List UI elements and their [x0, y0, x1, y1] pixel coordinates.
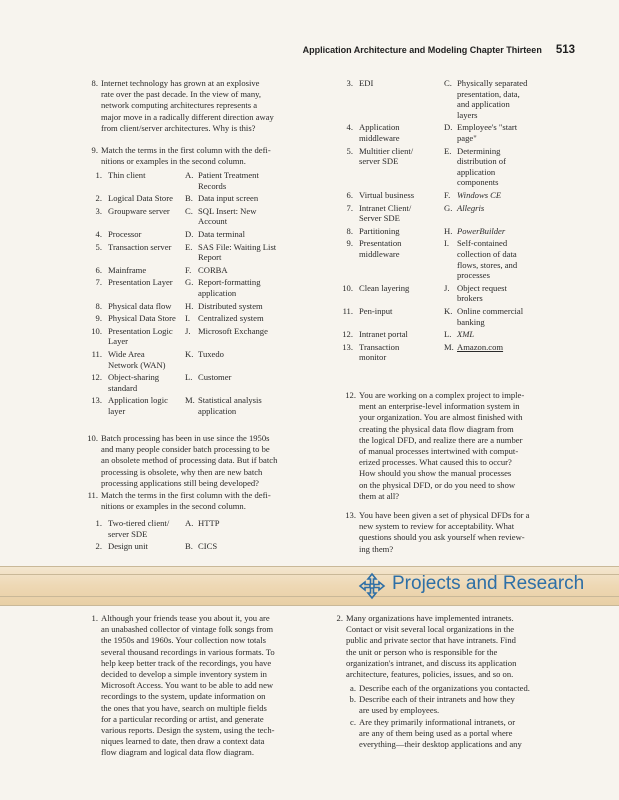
- definition-line: Physically separated: [457, 78, 528, 88]
- match-row: [86, 277, 326, 300]
- question-12: [345, 390, 581, 502]
- definition: [198, 206, 256, 227]
- definition-letter: L.: [185, 372, 193, 383]
- match-row: [337, 283, 577, 306]
- definition-line: CICS: [198, 541, 218, 552]
- term-line: Presentation: [359, 238, 402, 249]
- term-line: Two-tiered client/: [108, 518, 170, 528]
- match-row: [337, 190, 577, 203]
- definition-letter: F.: [444, 189, 451, 200]
- term-line: Network (WAN): [108, 359, 166, 370]
- definition-line: application: [198, 405, 237, 416]
- term-line: Logical Data Store: [108, 193, 173, 204]
- text-line: an obsolete method of processing data. But if batch: [101, 455, 278, 466]
- term-number: 2.: [95, 193, 102, 204]
- term-line: Thin client: [108, 170, 146, 180]
- definition-letter: K.: [444, 305, 453, 316]
- definition: [198, 301, 263, 312]
- definition: [198, 229, 245, 240]
- definition: [457, 122, 517, 143]
- definition-line: CORBA: [198, 264, 228, 275]
- term-number: 4.: [346, 122, 353, 133]
- text-line: questions should you ask yourself when review-: [359, 532, 525, 543]
- matching-table-11: [86, 518, 326, 554]
- definition-line: collection of data: [457, 248, 517, 259]
- match-row: [337, 306, 577, 329]
- definition-line: brokers: [457, 293, 483, 304]
- text-line: several thousand recordings in various formats. To: [101, 646, 275, 657]
- term-number: 11.: [91, 348, 102, 359]
- definition-line: application: [457, 166, 496, 177]
- definition-letter: B.: [185, 541, 193, 552]
- definition-line: XML: [457, 329, 475, 340]
- definition: [198, 372, 231, 383]
- text-line: erized processes. What caused this to occur?: [359, 457, 512, 468]
- term-line: Layer: [108, 336, 129, 347]
- term: [108, 277, 173, 288]
- item-number: 10.: [87, 433, 98, 443]
- term-number: 13.: [342, 341, 353, 352]
- term-line: Groupware server: [108, 205, 170, 216]
- term-line: Mainframe: [108, 264, 147, 275]
- match-row: [86, 372, 326, 395]
- term-line: Physical Data Store: [108, 313, 176, 324]
- definition: [198, 313, 264, 324]
- term-line: monitor: [359, 352, 387, 363]
- definition-line: Self-contained: [457, 238, 508, 249]
- definition: [457, 329, 474, 340]
- text-line: decided to develop a simple inventory system in: [101, 669, 267, 680]
- definition-line: Records: [198, 180, 227, 191]
- text-line: for a particular recording or artist, and generate: [101, 713, 264, 724]
- match-row: [337, 342, 577, 365]
- item-number: 13.: [345, 510, 356, 520]
- term-number: 12.: [342, 329, 353, 340]
- definition-line: Account: [198, 216, 228, 227]
- definition: [457, 283, 507, 304]
- definition-letter: E.: [185, 241, 193, 252]
- term-line: Intranet portal: [359, 329, 408, 340]
- item-number: 8.: [91, 78, 98, 88]
- term: [359, 226, 400, 237]
- definition-line: Centralized system: [198, 313, 264, 324]
- item-number: c.: [350, 717, 356, 727]
- text-line: the 1950s and 1960s. Your collection now totals: [101, 635, 266, 646]
- term-line: Virtual business: [359, 189, 415, 200]
- term-number: 6.: [346, 189, 353, 200]
- match-row: [86, 229, 326, 242]
- project-2a: [350, 683, 581, 694]
- definition: [457, 203, 484, 214]
- definition-letter: G.: [444, 202, 453, 213]
- term: [359, 146, 413, 167]
- term: [108, 349, 166, 370]
- term-line: standard: [108, 382, 138, 393]
- term-number: 10.: [91, 325, 102, 336]
- text-line: your organization. You are almost finished with: [359, 412, 523, 423]
- matching-table-9: [86, 170, 326, 418]
- definition-letter: M.: [444, 341, 454, 352]
- term: [359, 203, 411, 224]
- match-row: [86, 395, 326, 418]
- definition-line: Distributed system: [198, 300, 263, 311]
- text-line: Although your friends tease you about it, you are: [101, 613, 270, 623]
- match-row: [337, 203, 577, 226]
- term-line: Presentation Logic: [108, 325, 173, 336]
- term-line: Processor: [108, 228, 142, 239]
- header-title: Application Architecture and Modeling Chapter Thirteen: [302, 45, 542, 55]
- definition-line: Amazon.com: [457, 341, 504, 352]
- definition-line: Report: [198, 252, 222, 263]
- match-row: [86, 265, 326, 278]
- question-13: [345, 510, 581, 555]
- term-number: 3.: [346, 78, 353, 88]
- text-line: help keep better track of the recordings, you have: [101, 657, 272, 668]
- definition-line: SQL Insert: New: [198, 205, 257, 216]
- definition-letter: A.: [185, 518, 194, 528]
- term-line: Multitier client/: [359, 145, 414, 156]
- term: [359, 78, 373, 89]
- term-line: Application logic: [108, 395, 168, 406]
- term-line: Pen-input: [359, 305, 393, 316]
- text-line: nitions or examples in the second column.: [101, 156, 246, 167]
- definition-line: SAS File: Waiting List: [198, 241, 277, 252]
- term-line: Intranet Client/: [359, 202, 412, 213]
- text-line: major move in a radically different direction away: [101, 111, 274, 122]
- definition-letter: D.: [185, 228, 194, 239]
- definition: [198, 170, 259, 191]
- term-line: Presentation Layer: [108, 277, 173, 288]
- project-2: [336, 613, 581, 680]
- definition-line: Customer: [198, 372, 232, 383]
- text-line: from client/server architectures. Why is this?: [101, 122, 256, 133]
- text-line: recordings to the system, update information on: [101, 691, 266, 702]
- text-line: ing them?: [359, 543, 394, 554]
- definition-line: Report-formatting: [198, 277, 261, 288]
- project-1: [91, 613, 331, 759]
- definition-letter: C.: [185, 205, 193, 216]
- definition-letter: D.: [444, 122, 453, 133]
- term: [359, 306, 392, 317]
- definition: [198, 242, 276, 263]
- term-number: 2.: [95, 541, 102, 552]
- text-line: various reports. Design the system, using the tech-: [101, 725, 275, 736]
- definition-letter: F.: [185, 264, 192, 275]
- text-line: rate over the past decade. In the view of many,: [101, 89, 262, 100]
- term: [108, 265, 146, 276]
- projects-banner: [0, 566, 619, 606]
- match-row: [86, 326, 326, 349]
- definition: [457, 190, 501, 201]
- text-line: them at all?: [359, 490, 400, 501]
- definition: [457, 238, 517, 280]
- project-2b: [349, 694, 581, 716]
- term: [108, 326, 173, 347]
- text-line: are used by employees.: [359, 705, 440, 716]
- definition-line: application: [198, 287, 237, 298]
- text-line: the unit or person who is responsible for the: [346, 646, 498, 657]
- definition-letter: A.: [185, 170, 194, 180]
- definition-line: Allegris: [457, 202, 485, 213]
- match-row: [86, 242, 326, 265]
- match-row: [86, 170, 326, 193]
- term-line: Design unit: [108, 541, 148, 552]
- term-number: 12.: [91, 372, 102, 383]
- project-2c: [350, 717, 581, 751]
- term-number: 5.: [346, 145, 353, 156]
- definition-line: page": [457, 132, 477, 143]
- definition-line: processes: [457, 270, 490, 281]
- definition-line: layers: [457, 109, 478, 120]
- item-number: b.: [349, 694, 356, 704]
- question-8: [91, 78, 326, 134]
- term: [108, 395, 168, 416]
- text-line: You have been given a set of physical DFDs for a: [359, 510, 530, 520]
- text-line: of manual processes intertwined with comput-: [359, 446, 519, 457]
- match-row: [337, 78, 577, 122]
- definition-letter: J.: [444, 282, 450, 293]
- match-row: [337, 146, 577, 190]
- definition-letter: H.: [185, 300, 194, 311]
- definition-line: distribution of: [457, 156, 506, 167]
- term: [108, 193, 173, 204]
- term: [108, 372, 159, 393]
- term-number: 7.: [346, 202, 353, 213]
- match-row: [86, 313, 326, 326]
- term-line: Transaction server: [108, 241, 172, 252]
- item-number: 11.: [87, 490, 98, 500]
- definition: [198, 265, 228, 276]
- definition-line: Patient Treatment: [198, 170, 259, 180]
- text-line: Many organizations have implemented intranets.: [346, 613, 514, 623]
- term-number: 10.: [342, 282, 353, 293]
- text-line: Match the terms in the first column with the defi-: [101, 490, 271, 500]
- text-line: Match the terms in the first column with the defi-: [101, 145, 271, 155]
- match-row: [337, 238, 577, 282]
- definition-line: Statistical analysis: [198, 395, 262, 406]
- term-number: 13.: [91, 395, 102, 406]
- definition-line: components: [457, 177, 499, 188]
- definition: [457, 306, 523, 327]
- text-line: processing is obsolete, why then are new batch: [101, 466, 263, 477]
- definition-line: Online commercial: [457, 305, 524, 316]
- definition-letter: M.: [185, 395, 195, 406]
- definition: [198, 193, 258, 204]
- match-row: [86, 349, 326, 372]
- text-line: network computing architectures represents a: [101, 100, 258, 111]
- definition-line: PowerBuilder: [457, 225, 506, 236]
- text-line: processing applications still being developed?: [101, 477, 259, 488]
- definition-letter: I.: [444, 238, 450, 249]
- definition-line: HTTP: [198, 518, 220, 528]
- text-line: architecture, features, policies, issues, and so on.: [346, 669, 514, 680]
- term-line: Physical data flow: [108, 300, 172, 311]
- definition-letter: I.: [185, 313, 191, 324]
- item-number: 2.: [336, 613, 343, 623]
- definition-letter: G.: [185, 277, 194, 288]
- match-row: [86, 518, 326, 541]
- term: [108, 313, 176, 324]
- definition: [457, 78, 527, 120]
- text-line: nitions or examples in the second column.: [101, 501, 246, 512]
- match-row: [86, 301, 326, 314]
- term: [108, 229, 141, 240]
- text-line: everything—their desktop applications and any: [359, 739, 522, 750]
- text-line: organization's intranet, and discuss its application: [346, 657, 517, 668]
- definition: [457, 146, 506, 188]
- match-row: [337, 226, 577, 239]
- text-line: Describe each of their intranets and how they: [359, 694, 515, 704]
- text-line: Describe each of the organizations you contacted.: [359, 683, 530, 693]
- text-line: on the physical DFD, or do you need to show: [359, 479, 516, 490]
- page-number: 513: [555, 44, 575, 56]
- term-line: Server SDE: [359, 213, 400, 224]
- text-line: new system to review for acceptability. What: [359, 521, 515, 532]
- text-line: public and private sector that have intranets. Find: [346, 635, 516, 646]
- definition: [198, 349, 224, 360]
- definition-line: and application: [457, 99, 510, 110]
- term: [108, 206, 170, 217]
- term-number: 1.: [95, 170, 102, 180]
- text-line: the ones that you have, search on multiple fields: [101, 702, 267, 713]
- item-number: 9.: [91, 145, 98, 155]
- definition: [198, 326, 268, 337]
- match-row: [86, 193, 326, 206]
- term-number: 1.: [95, 518, 102, 528]
- term-line: Object-sharing: [108, 372, 160, 383]
- term-number: 4.: [95, 228, 102, 239]
- definition: [198, 277, 261, 298]
- definition: [457, 226, 505, 237]
- term-line: EDI: [359, 78, 374, 88]
- term: [359, 283, 409, 294]
- definition-letter: H.: [444, 225, 453, 236]
- term-number: 7.: [95, 277, 102, 288]
- term-number: 8.: [346, 225, 353, 236]
- text-line: ment an enterprise-level information system in: [359, 401, 520, 412]
- definition-letter: K.: [185, 348, 194, 359]
- item-number: a.: [350, 683, 356, 693]
- question-11: [87, 490, 326, 512]
- term: [108, 518, 169, 539]
- arrows-icon: [357, 571, 387, 601]
- definition-letter: E.: [444, 145, 452, 156]
- term: [108, 170, 145, 181]
- item-number: 12.: [345, 390, 356, 400]
- definition: [198, 518, 219, 529]
- text-line: How should you show the manual processes: [359, 468, 512, 479]
- term: [108, 541, 148, 552]
- definition-letter: B.: [185, 193, 193, 204]
- term: [108, 242, 171, 253]
- projects-title: Projects and Research: [392, 573, 585, 594]
- text-line: Contact or visit several local organizations in the: [346, 624, 515, 635]
- term-number: 5.: [95, 241, 102, 252]
- term-line: Wide Area: [108, 348, 145, 359]
- term-line: Application: [359, 122, 400, 133]
- definition-line: Data terminal: [198, 228, 246, 239]
- definition-line: flows, stores, and: [457, 259, 518, 270]
- text-line: Batch processing has been in use since the 1950s: [101, 433, 270, 443]
- term-number: 11.: [342, 305, 353, 316]
- term: [359, 238, 401, 259]
- term-line: server SDE: [359, 156, 399, 167]
- definition-line: banking: [457, 316, 485, 327]
- term: [359, 329, 408, 340]
- definition-letter: C.: [444, 78, 452, 88]
- definition-line: presentation, data,: [457, 88, 520, 99]
- definition-letter: L.: [444, 329, 452, 340]
- text-line: niques learned to date, then draw a context data: [101, 736, 265, 747]
- text-line: You are working on a complex project to imple-: [359, 390, 525, 400]
- term-number: 9.: [346, 238, 353, 249]
- definition: [457, 342, 503, 353]
- term-line: middleware: [359, 248, 400, 259]
- term-line: server SDE: [108, 528, 148, 539]
- term-number: 3.: [95, 205, 102, 216]
- definition-line: Object request: [457, 282, 507, 293]
- term-line: Clean layering: [359, 282, 410, 293]
- item-number: 1.: [91, 613, 98, 623]
- question-9: [91, 145, 326, 167]
- running-header: [303, 44, 575, 56]
- text-line: Are they primarily informational intranets, or: [359, 717, 516, 727]
- term: [108, 301, 171, 312]
- matching-table-11-continued: [337, 78, 577, 365]
- text-line: Internet technology has grown at an explosive: [101, 78, 260, 88]
- term-line: layer: [108, 405, 126, 416]
- match-row: [86, 541, 326, 554]
- definition-line: Windows CE: [457, 189, 502, 200]
- text-line: Microsoft Access. You want to be able to add new: [101, 680, 274, 691]
- definition-letter: J.: [185, 325, 191, 336]
- definition-line: Determining: [457, 145, 501, 156]
- definition: [198, 541, 217, 552]
- definition: [198, 395, 262, 416]
- match-row: [337, 122, 577, 145]
- text-line: creating the physical data flow diagram from: [359, 423, 514, 434]
- term-number: 8.: [95, 300, 102, 311]
- definition-line: Tuxedo: [198, 348, 224, 359]
- match-row: [86, 206, 326, 229]
- match-row: [337, 329, 577, 342]
- term-line: Partitioning: [359, 225, 400, 236]
- term-number: 6.: [95, 264, 102, 275]
- text-line: an unabashed collector of vintage folk songs from: [101, 624, 274, 635]
- definition-line: Data input screen: [198, 193, 259, 204]
- text-line: are any of them being used as a portal where: [359, 728, 513, 739]
- term-line: middleware: [359, 132, 400, 143]
- term: [359, 122, 400, 143]
- term-line: Transaction: [359, 341, 400, 352]
- text-line: the logical DFD, and realize there are a number: [359, 434, 523, 445]
- definition-line: Microsoft Exchange: [198, 325, 268, 336]
- text-line: and many people consider batch processing to be: [101, 444, 270, 455]
- text-line: flow diagram and logical data flow diagram.: [101, 747, 254, 758]
- definition-line: Employee's "start: [457, 122, 518, 133]
- term-number: 9.: [95, 313, 102, 324]
- term: [359, 342, 399, 363]
- question-10: [87, 433, 326, 489]
- term: [359, 190, 414, 201]
